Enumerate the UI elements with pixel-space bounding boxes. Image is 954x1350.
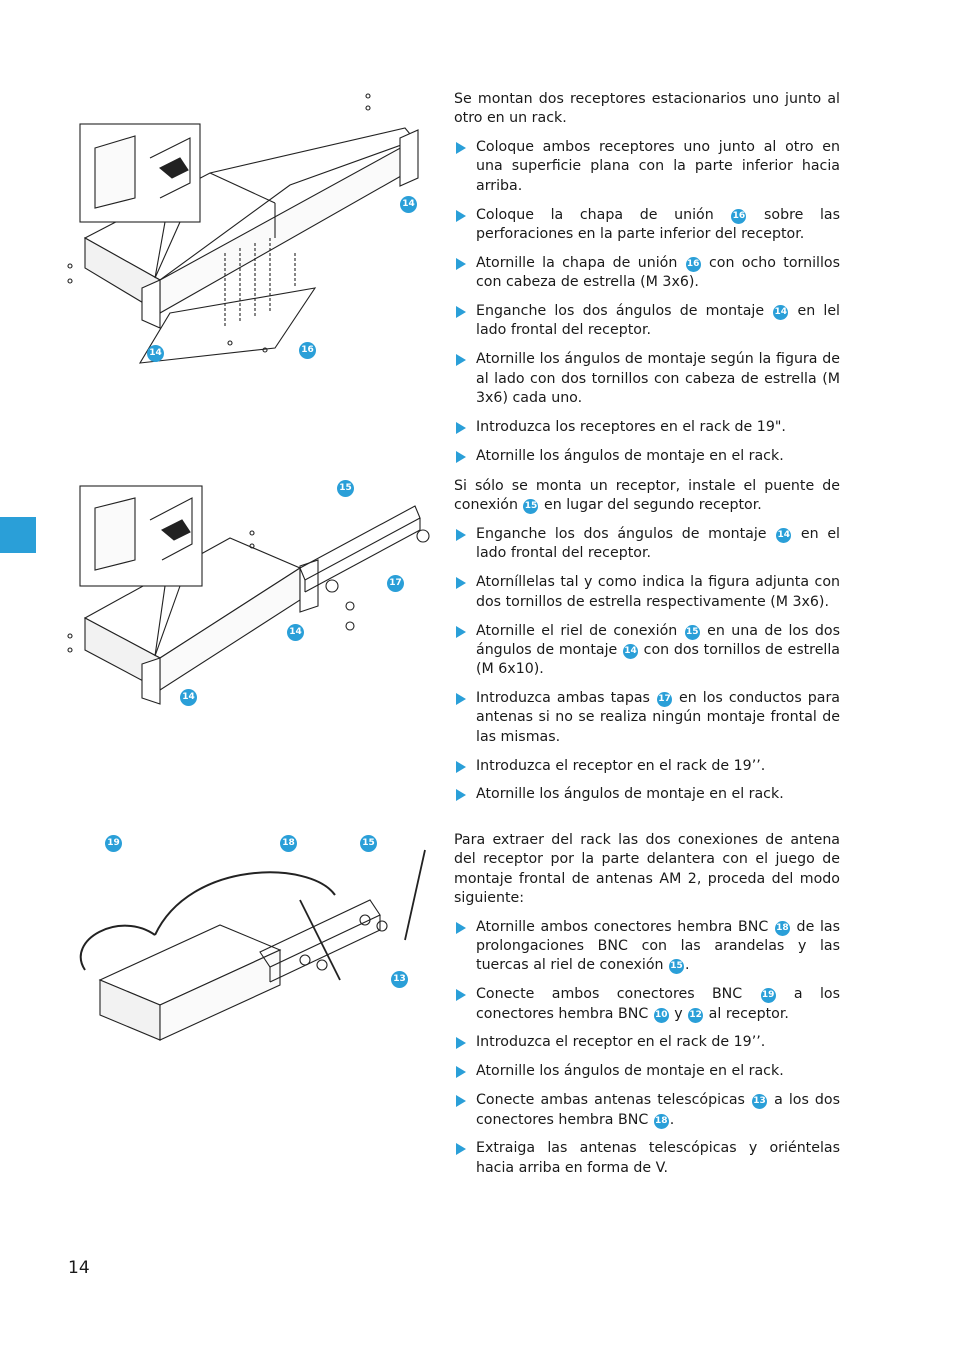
figure-callout: 14 <box>287 624 304 641</box>
instruction-step: Enganche los dos ángulos de montaje 14 en lel lado frontal del receptor. <box>454 302 840 341</box>
figure-two-receivers <box>60 88 435 378</box>
reference-badge: 15 <box>523 499 538 514</box>
reference-badge: 15 <box>669 959 684 974</box>
instruction-step: Conecte ambos conectores BNC 19 a los conectores hembra BNC 10 y 12 al receptor. <box>454 985 840 1024</box>
instruction-step: Introduzca el receptor en el rack de 19’’. <box>454 1033 840 1052</box>
reference-badge: 13 <box>752 1094 767 1109</box>
instruction-step: Introduzca el receptor en el rack de 19’’. <box>454 757 840 776</box>
figure-callout: 15 <box>337 480 354 497</box>
section-intro: Si sólo se monta un receptor, instale el puente de conexión 15 en lugar del segundo receptor. <box>454 478 840 514</box>
instruction-step: Coloque la chapa de unión 16 sobre las perforaciones en la parte inferior del receptor. <box>454 206 840 245</box>
instruction-step: Coloque ambos receptores uno junto al otro en una superficie plana con la parte inferior hacia arriba. <box>454 138 840 196</box>
page-number: 14 <box>68 1258 90 1278</box>
figure-single-receiver <box>60 478 435 718</box>
figure-callout: 14 <box>180 689 197 706</box>
instruction-step: Atornille la chapa de unión 16 con ocho tornillos con cabeza de estrella (M 3x6). <box>454 254 840 293</box>
reference-badge: 14 <box>623 644 638 659</box>
instruction-step: Introduzca los receptores en el rack de 19". <box>454 418 840 437</box>
section-intro: Se montan dos receptores estacionarios uno junto al otro en un rack. <box>454 91 840 127</box>
figure-callout: 13 <box>391 971 408 988</box>
figure-antenna-front-mount <box>60 830 435 1050</box>
figure-two-receivers-drawing <box>60 88 435 378</box>
reference-badge: 15 <box>685 625 700 640</box>
figure-antenna-front-mount-drawing <box>60 830 435 1050</box>
instruction-step: Conecte ambas antenas telescópicas 13 a los dos conectores hembra BNC 18 . <box>454 1091 840 1130</box>
figure-callout: 18 <box>280 835 297 852</box>
reference-badge: 19 <box>761 988 776 1003</box>
figure-callout: 17 <box>387 575 404 592</box>
instruction-step: Enganche los dos ángulos de montaje 14 en el lado frontal del receptor. <box>454 525 840 564</box>
reference-badge: 12 <box>688 1008 703 1023</box>
reference-badge: 16 <box>731 209 746 224</box>
instruction-step: Atornille los ángulos de montaje en el rack. <box>454 1062 840 1081</box>
reference-badge: 18 <box>775 921 790 936</box>
reference-badge: 17 <box>657 692 672 707</box>
section-two-receivers <box>454 90 840 466</box>
figure-callout: 19 <box>105 835 122 852</box>
chapter-tab <box>0 517 36 553</box>
section-single-receiver <box>454 477 840 805</box>
instruction-step: Atornille ambos conectores hembra BNC 18 de las prolongaciones BNC con las arandelas y las tuercas al riel de conexión 15 . <box>454 918 840 976</box>
figure-single-receiver-drawing <box>60 478 435 718</box>
instruction-step: Atornille los ángulos de montaje según la figura de al lado con dos tornillos con cabeza de estrella (M 3x6) cada uno. <box>454 350 840 408</box>
instruction-step: Extraiga las antenas telescópicas y oriéntelas hacia arriba en forma de V. <box>454 1139 840 1178</box>
section-antenna-mount <box>454 831 840 1178</box>
reference-badge: 14 <box>773 305 788 320</box>
reference-badge: 16 <box>686 257 701 272</box>
figure-callout: 14 <box>400 196 417 213</box>
instruction-step: Atornille el riel de conexión 15 en una de los dos ángulos de montaje 14 con dos tornillos de estrella (M 6x10). <box>454 622 840 680</box>
figure-callout: 14 <box>147 345 164 362</box>
instruction-step: Introduzca ambas tapas 17 en los conductos para antenas si no se realiza ningún montaje frontal de las mismas. <box>454 689 840 747</box>
instruction-step: Atorníllelas tal y como indica la figura adjunta con dos tornillos de estrella respectivamente (M 3x6). <box>454 573 840 612</box>
instruction-step: Atornille los ángulos de montaje en el rack. <box>454 447 840 466</box>
reference-badge: 14 <box>776 528 791 543</box>
reference-badge: 10 <box>654 1008 669 1023</box>
figure-callout: 16 <box>299 342 316 359</box>
section-intro: Para extraer del rack las dos conexiones de antena del receptor por la parte delantera con el juego de montaje frontal de antenas AM 2, proceda del modo siguiente: <box>454 832 840 906</box>
figure-callout: 15 <box>360 835 377 852</box>
instruction-step: Atornille los ángulos de montaje en el rack. <box>454 785 840 804</box>
reference-badge: 18 <box>654 1114 669 1129</box>
